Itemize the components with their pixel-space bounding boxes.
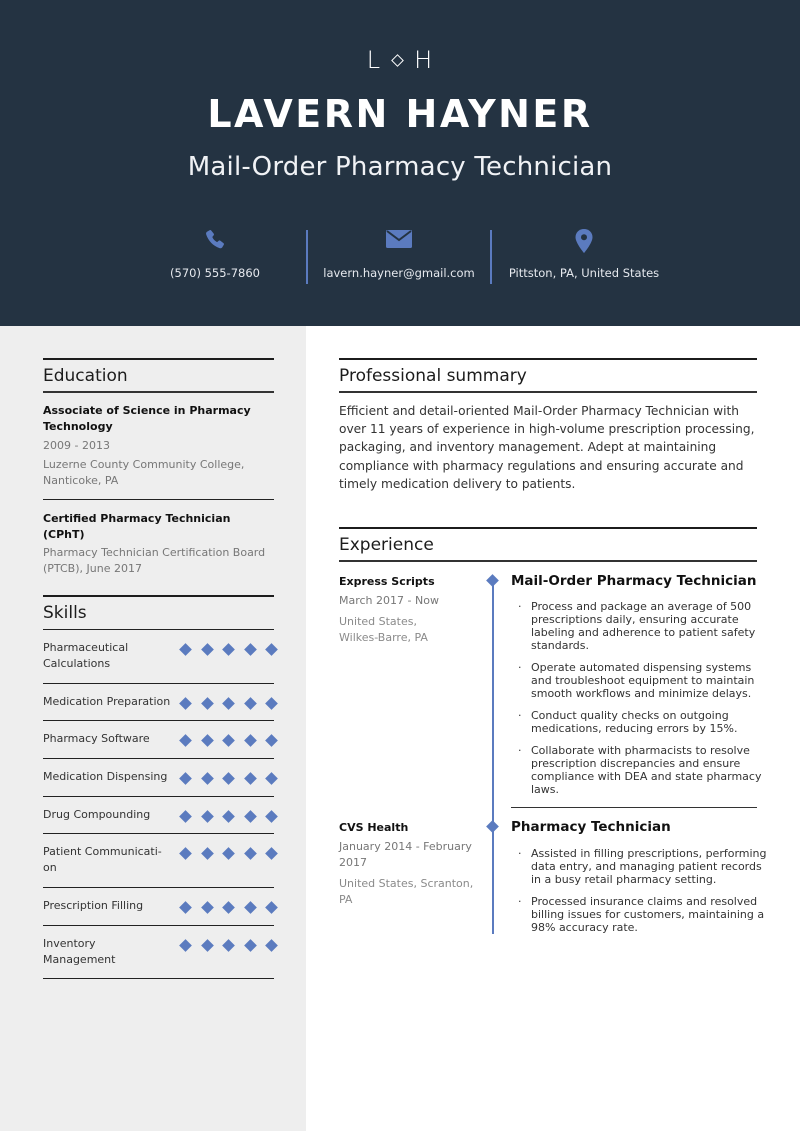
education-item xyxy=(43,511,274,577)
education-heading xyxy=(43,358,274,393)
education-dates: 2009 - 2013 xyxy=(43,439,110,452)
dates-line: 2017 xyxy=(339,856,367,869)
job-role: Pharmacy Technician xyxy=(511,819,671,835)
rating-diamond-icon xyxy=(201,847,214,860)
contact-phone[interactable] xyxy=(140,228,290,280)
job-location xyxy=(339,614,479,646)
skill-row xyxy=(43,720,274,758)
location-line: United States, xyxy=(339,615,417,628)
degree-title-line: Associate of Science in Pharmacy xyxy=(43,404,251,417)
issuer-line: (PTCB), June 2017 xyxy=(43,562,142,575)
skill-rating xyxy=(179,939,278,952)
job-location xyxy=(339,876,479,908)
monogram-initial-right: H xyxy=(414,46,434,74)
skill-name: Pharmacy Software xyxy=(43,732,150,745)
company-name: CVS Health xyxy=(339,821,409,834)
monogram-initial-left: L xyxy=(366,46,382,74)
rating-diamond-icon xyxy=(201,734,214,747)
rating-diamond-icon xyxy=(244,772,257,785)
contact-bar xyxy=(0,228,800,284)
rating-diamond-icon xyxy=(179,847,192,860)
job-bullets xyxy=(518,847,770,943)
candidate-title: Mail-Order Pharmacy Technician xyxy=(187,152,613,182)
email-address: lavern.hayner@gmail.com xyxy=(323,266,475,280)
rating-diamond-icon xyxy=(265,643,278,656)
job-dates xyxy=(339,839,479,871)
skill-row xyxy=(43,833,274,887)
rating-diamond-icon xyxy=(265,734,278,747)
job-meta xyxy=(339,821,479,908)
education-school xyxy=(43,457,274,489)
degree-title-line: Technology xyxy=(43,420,113,433)
rating-diamond-icon xyxy=(265,772,278,785)
bullet-item: · Assisted in filling prescriptions, performing data entry, and managing patient records in a busy retail pharmacy setting. xyxy=(518,847,770,886)
rating-diamond-icon xyxy=(201,939,214,952)
mail-icon xyxy=(316,228,482,254)
location-text: Pittston, PA, United States xyxy=(508,266,660,280)
bullet-item: · Operate automated dispensing systems and troubleshoot equipment to maintain smooth workflows and minimize delays. xyxy=(518,661,763,700)
rating-diamond-icon xyxy=(201,643,214,656)
candidate-name: LAVERN HAYNER xyxy=(207,92,593,136)
skill-rating xyxy=(179,643,278,656)
skill-row xyxy=(43,758,274,796)
location-pin-icon xyxy=(500,228,668,254)
rating-diamond-icon xyxy=(244,939,257,952)
rating-diamond-icon xyxy=(201,772,214,785)
experience-heading-text: Experience xyxy=(339,535,434,555)
location-line: Wilkes-Barre, PA xyxy=(339,631,428,644)
rating-diamond-icon xyxy=(201,901,214,914)
rating-diamond-icon xyxy=(265,847,278,860)
skill-rating xyxy=(179,847,278,860)
skills-heading-text: Skills xyxy=(43,603,87,623)
phone-number: (570) 555-7860 xyxy=(170,266,260,280)
rating-diamond-icon xyxy=(222,772,235,785)
education-item xyxy=(43,403,274,489)
rating-diamond-icon xyxy=(244,697,257,710)
rating-diamond-icon xyxy=(265,939,278,952)
bullet-item: · Collaborate with pharmacists to resolve prescription discrepancies and ensure compliance with DEA and state pharmacy laws. xyxy=(518,744,763,796)
skill-row xyxy=(43,887,274,925)
education-divider xyxy=(43,499,274,500)
skill-name xyxy=(43,844,178,876)
skill-name-line: Calculations xyxy=(43,657,111,670)
skill-name: Medication Dispensing xyxy=(43,770,168,783)
rating-diamond-icon xyxy=(201,810,214,823)
rating-diamond-icon xyxy=(222,697,235,710)
dates-line: January 2014 - February xyxy=(339,840,472,853)
rating-diamond-icon xyxy=(244,643,257,656)
rating-diamond-icon xyxy=(222,734,235,747)
rating-diamond-icon xyxy=(179,772,192,785)
location-line: United States, Scranton, xyxy=(339,877,474,890)
job-divider xyxy=(511,807,757,808)
bullet-item: · Conduct quality checks on outgoing medications, reducing errors by 15%. xyxy=(518,709,763,735)
monogram xyxy=(0,46,800,74)
rating-diamond-icon xyxy=(222,939,235,952)
rating-diamond-icon xyxy=(265,810,278,823)
phone-icon xyxy=(140,228,290,254)
bullet-item: · Process and package an average of 500 prescriptions daily, ensuring accurate labeling and adherence to patient safety standards. xyxy=(518,600,763,652)
job-dates: March 2017 - Now xyxy=(339,594,439,607)
rating-diamond-icon xyxy=(244,810,257,823)
summary-text: Efficient and detail-oriented Mail-Order Pharmacy Technician with over 11 years of experience in high-volume prescription processing, packaging, and inventory management. Adept at maintaining compliance with pharmacy regulations and ensuring accurate and timely medication delivery to patients. xyxy=(339,404,755,491)
rating-diamond-icon xyxy=(265,697,278,710)
rating-diamond-icon xyxy=(179,643,192,656)
rating-diamond-icon xyxy=(244,901,257,914)
skill-row xyxy=(43,683,274,720)
job-role: Mail-Order Pharmacy Technician xyxy=(511,573,757,589)
school-line: Luzerne County Community College, xyxy=(43,458,245,471)
experience-heading xyxy=(339,527,757,562)
skill-rating xyxy=(179,901,278,914)
resume-header xyxy=(0,0,800,326)
skill-rating xyxy=(179,772,278,785)
rating-diamond-icon xyxy=(179,810,192,823)
skills-heading xyxy=(43,595,274,630)
rating-diamond-icon xyxy=(179,697,192,710)
contact-location xyxy=(500,228,668,280)
rating-diamond-icon xyxy=(179,939,192,952)
diamond-icon xyxy=(391,54,404,67)
skill-rating xyxy=(179,697,278,710)
skill-rating xyxy=(179,734,278,747)
rating-diamond-icon xyxy=(222,847,235,860)
contact-email[interactable] xyxy=(316,228,482,280)
summary-heading-text: Professional summary xyxy=(339,366,527,386)
rating-diamond-icon xyxy=(179,901,192,914)
skill-name-line: Pharmaceutical xyxy=(43,641,129,654)
skill-name-line: on xyxy=(43,861,57,874)
rating-diamond-icon xyxy=(265,901,278,914)
school-line: Nanticoke, PA xyxy=(43,474,119,487)
rating-diamond-icon xyxy=(201,697,214,710)
bullet-item: · Processed insurance claims and resolved billing issues for customers, maintaining a 98% accuracy rate. xyxy=(518,895,770,934)
certification-title: Certified Pharmacy Technician (CPhT) xyxy=(43,512,231,541)
job-meta xyxy=(339,575,479,646)
summary-heading xyxy=(339,358,757,393)
rating-diamond-icon xyxy=(222,901,235,914)
skill-row xyxy=(43,629,274,683)
education-heading-text: Education xyxy=(43,366,128,386)
job-bullets xyxy=(518,600,763,805)
skill-name-line: Inventory xyxy=(43,937,96,950)
location-line: PA xyxy=(339,893,353,906)
skill-name-line: Management xyxy=(43,953,116,966)
skill-name: Medication Preparation xyxy=(43,695,171,708)
skill-row xyxy=(43,925,274,979)
company-name: Express Scripts xyxy=(339,575,435,588)
degree-title xyxy=(43,403,274,435)
skill-name-line: Patient Communicati- xyxy=(43,845,162,858)
rating-diamond-icon xyxy=(179,734,192,747)
rating-diamond-icon xyxy=(244,847,257,860)
issuer-line: Pharmacy Technician Certification Board xyxy=(43,546,266,559)
rating-diamond-icon xyxy=(244,734,257,747)
skill-row xyxy=(43,796,274,833)
skill-name: Drug Compounding xyxy=(43,808,151,821)
rating-diamond-icon xyxy=(222,643,235,656)
skill-name xyxy=(43,936,178,968)
skill-name xyxy=(43,640,178,672)
timeline-line xyxy=(492,580,494,934)
skill-name: Prescription Filling xyxy=(43,899,144,912)
certification-issuer xyxy=(43,545,274,577)
contact-divider xyxy=(490,230,492,284)
skill-rating xyxy=(179,810,278,823)
contact-divider xyxy=(306,230,308,284)
rating-diamond-icon xyxy=(222,810,235,823)
